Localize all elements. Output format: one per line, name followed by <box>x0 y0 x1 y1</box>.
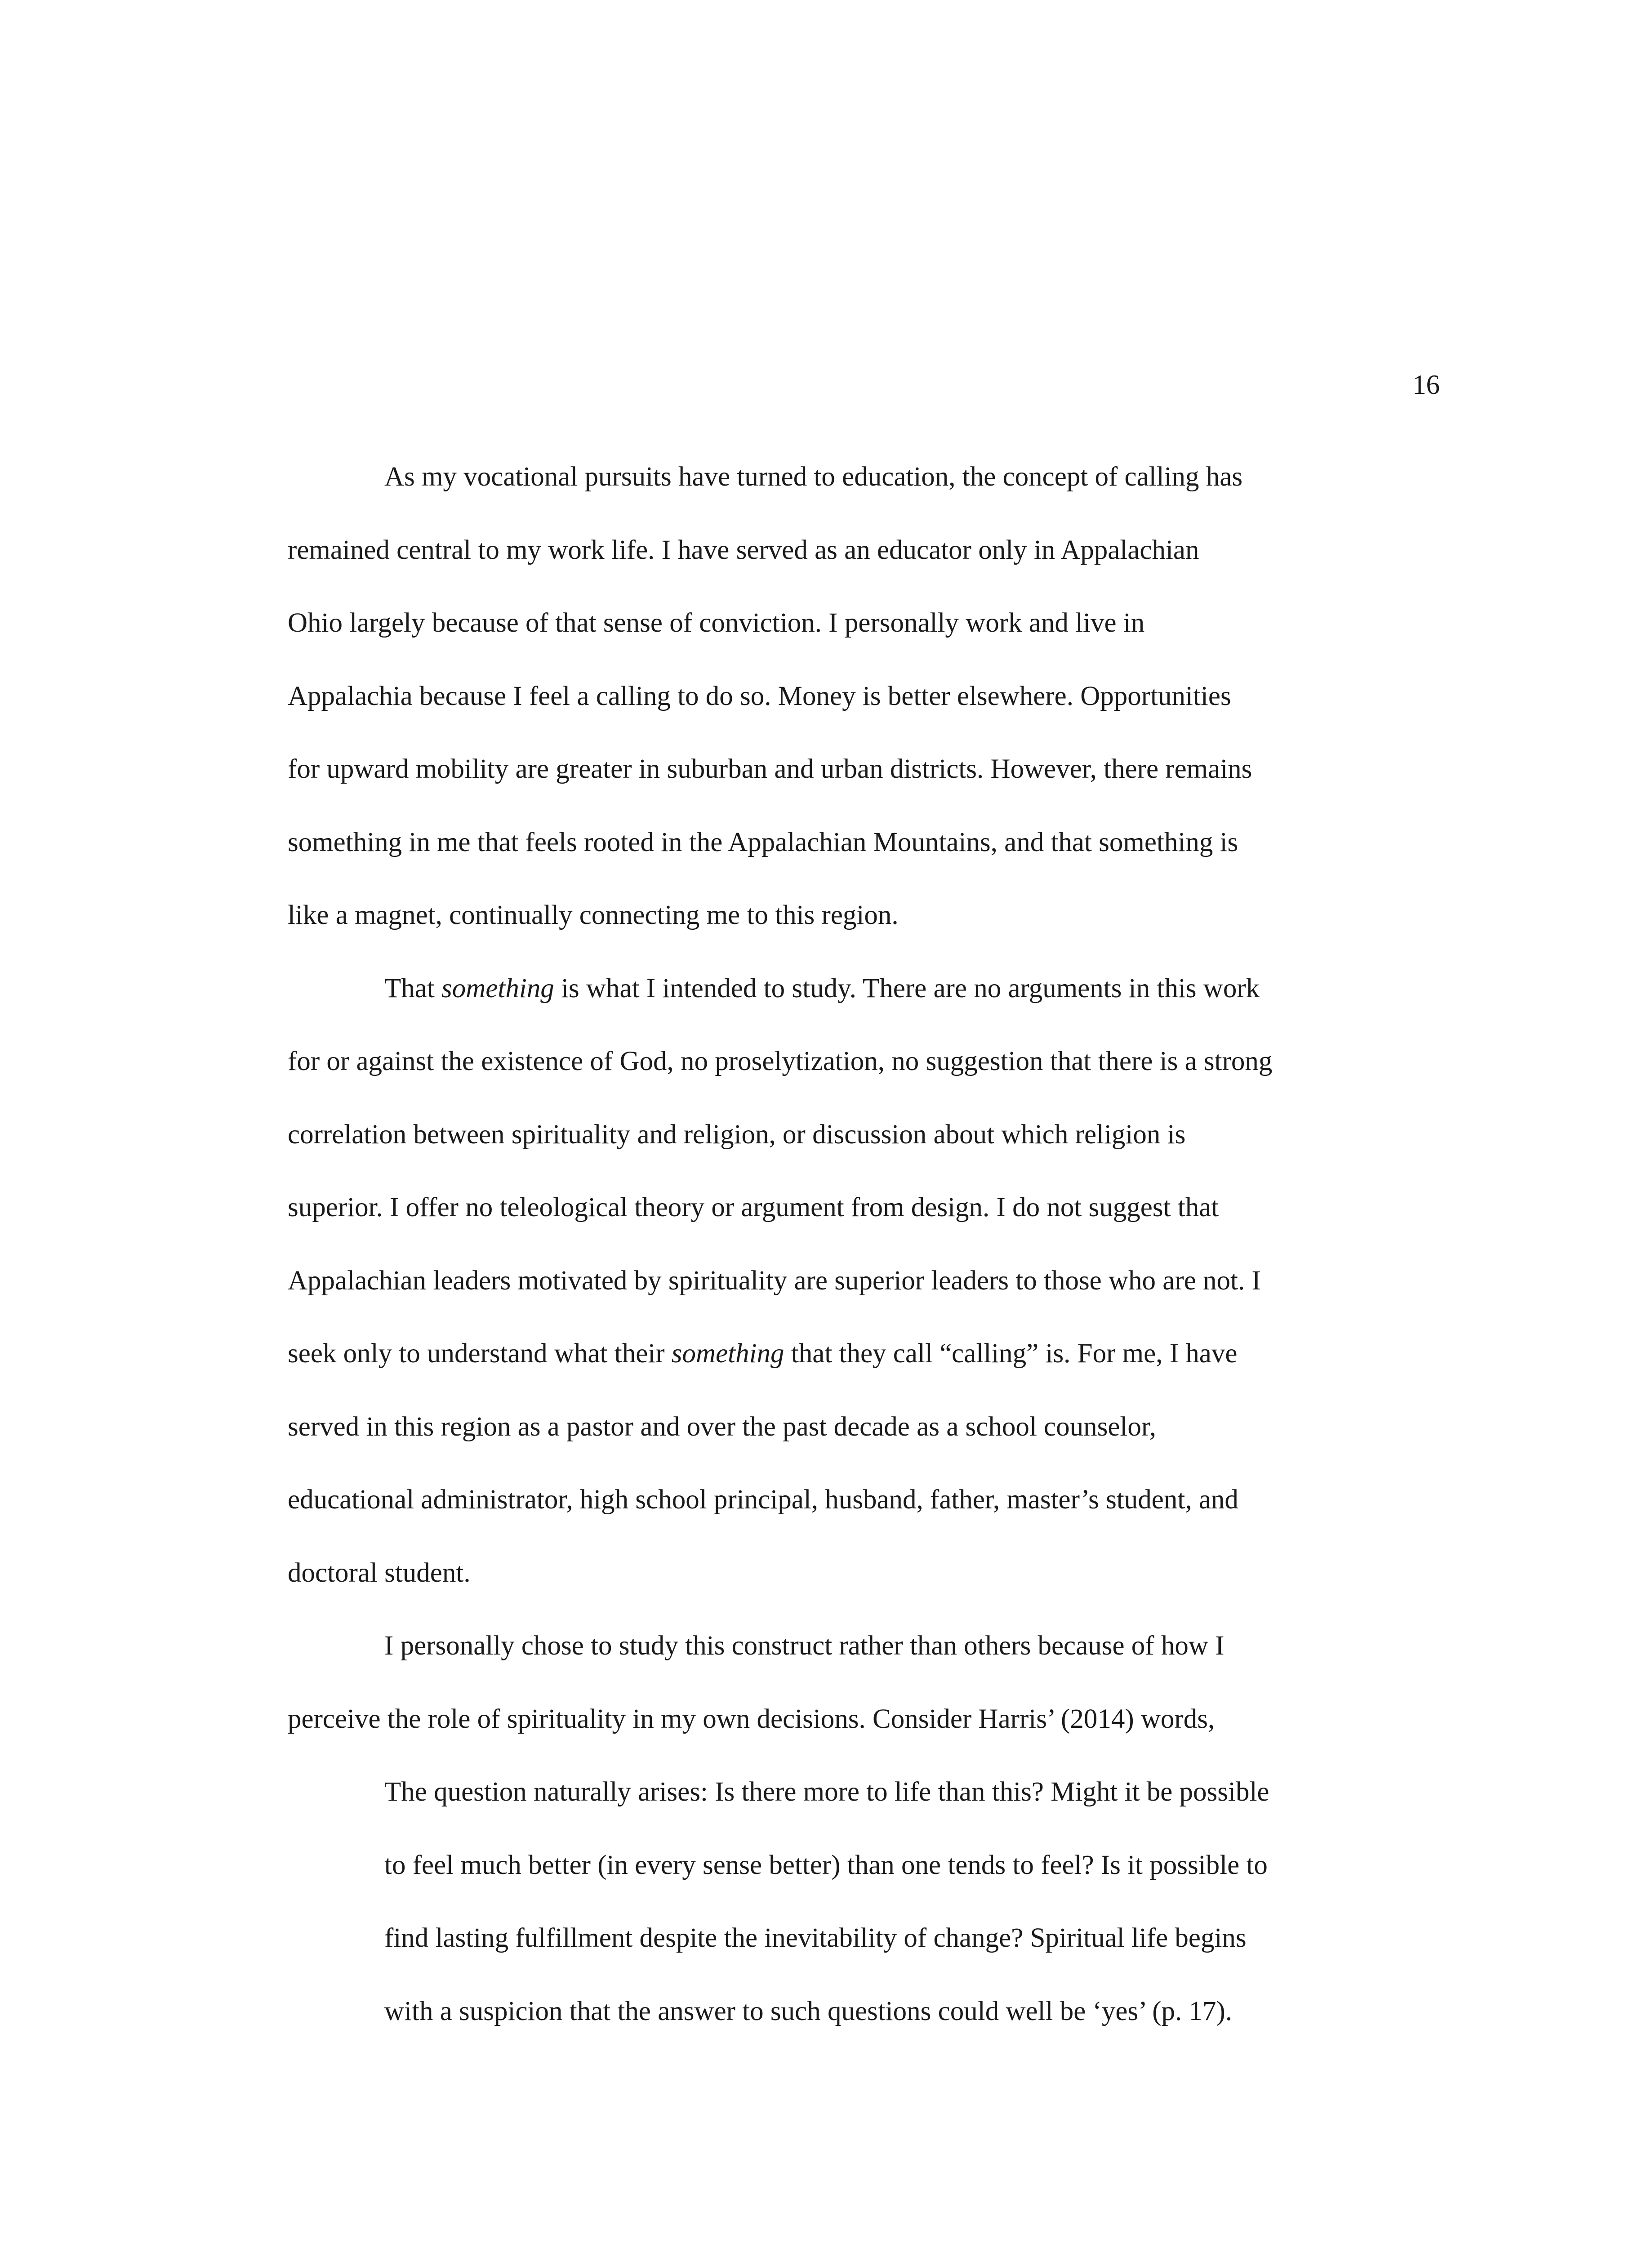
text-line: served in this region as a pastor and over the past decade as a school counselor, <box>288 1411 1156 1442</box>
text-line: As my vocational pursuits have turned to education, the concept of calling has <box>384 462 1243 492</box>
paragraph-calling <box>288 441 1443 952</box>
text-line: Appalachian leaders motivated by spirituality are superior leaders to those who are not. I <box>288 1265 1261 1296</box>
text-run: that they call “calling” is. For me, I have <box>784 1338 1238 1369</box>
text-line: educational administrator, high school principal, husband, father, master’s student, and <box>288 1485 1238 1515</box>
text-line: for upward mobility are greater in suburban and urban districts. However, there remains <box>288 754 1252 784</box>
text-line: for or against the existence of God, no proselytization, no suggestion that there is a strong <box>288 1046 1273 1076</box>
text-line: something in me that feels rooted in the Appalachian Mountains, and that something is <box>288 827 1238 857</box>
text-run: is what I intended to study. There are no arguments in this work <box>554 973 1260 1004</box>
paragraph-construct <box>288 1610 1443 1756</box>
text-line: Appalachia because I feel a calling to do so. Money is better elsewhere. Opportunities <box>288 681 1231 711</box>
quote-line: The question naturally arises: Is there more to life than this? Might it be possible <box>384 1777 1269 1807</box>
text-line <box>288 952 1443 1026</box>
text-line: doctoral student. <box>288 1557 471 1588</box>
text-line: superior. I offer no teleological theory or argument from design. I do not suggest that <box>288 1192 1219 1222</box>
quote-line: find lasting fulfillment despite the inevitability of change? Spiritual life begins <box>384 1923 1247 1953</box>
text-line: like a magnet, continually connecting me to this region. <box>288 900 899 930</box>
text-line: perceive the role of spirituality in my own decisions. Consider Harris’ (2014) words, <box>288 1704 1215 1734</box>
text-line: remained central to my work life. I have served as an educator only in Appalachian <box>288 535 1199 565</box>
quote-line: to feel much better (in every sense better) than one tends to feel? Is it possible to <box>384 1850 1268 1880</box>
text-line: Ohio largely because of that sense of conviction. I personally work and live in <box>288 608 1145 638</box>
paragraph-something <box>288 952 1443 1610</box>
text-line: correlation between spirituality and religion, or discussion about which religion is <box>288 1119 1186 1150</box>
text-line <box>288 1317 1443 1391</box>
text-line: I personally chose to study this construct rather than others because of how I <box>384 1631 1225 1661</box>
text-run: seek only to understand what their <box>288 1338 672 1369</box>
italic-emphasis: something <box>441 973 554 1004</box>
quote-line: with a suspicion that the answer to such questions could well be ‘yes’ (p. 17). <box>384 1996 1233 2026</box>
text-run: That <box>384 973 442 1004</box>
body-text <box>288 441 1443 2048</box>
page-number: 16 <box>1412 370 1440 400</box>
italic-emphasis: something <box>671 1338 784 1369</box>
block-quote <box>288 1756 1443 2048</box>
